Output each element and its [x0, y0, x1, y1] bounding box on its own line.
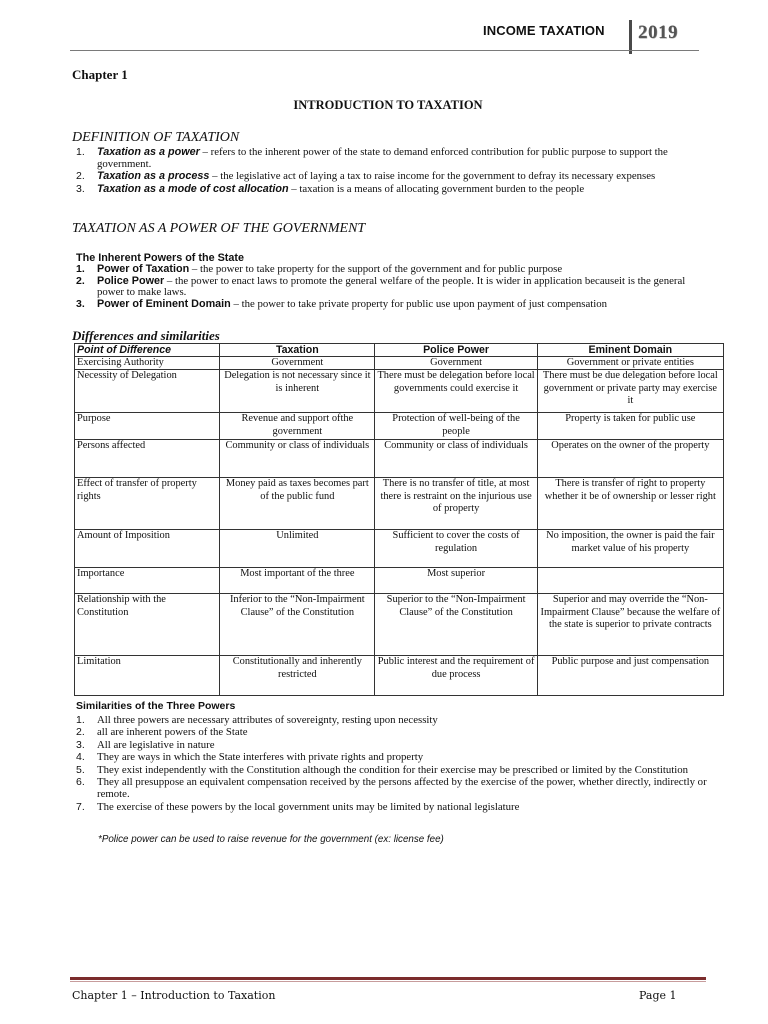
table-cell: Constitutionally and inherently restricted — [220, 656, 375, 696]
table-cell: Public purpose and just compensation — [537, 656, 723, 696]
table-cell: Protection of well-being of the people — [375, 413, 537, 440]
table-cell: Sufficient to cover the costs of regulation — [375, 530, 537, 568]
differences-heading: Differences and similarities — [72, 328, 220, 343]
header-year: 2019 — [638, 22, 678, 43]
item-text: They exist independently with the Constitution although the condition for their exercise may be prescribed or limited by the Constitution — [97, 763, 689, 776]
table-cell: Effect of transfer of property rights — [75, 478, 220, 530]
table-cell: No imposition, the owner is paid the fair market value of his property — [537, 530, 723, 568]
list-item — [72, 764, 712, 776]
item-number: 2. — [76, 170, 85, 183]
table-row — [75, 594, 724, 656]
list-item — [72, 776, 712, 801]
inherent-powers-subheading: The Inherent Powers of the State — [76, 252, 244, 264]
item-number: 4. — [76, 751, 85, 764]
list-item — [72, 714, 712, 726]
table-cell: Necessity of Delegation — [75, 370, 220, 413]
item-text: They are ways in which the State interferes with private rights and property — [97, 751, 424, 764]
table-cell: Delegation is not necessary since it is inherent — [220, 370, 375, 413]
definition-heading: DEFINITION OF TAXATION — [72, 130, 240, 145]
inherent-powers-list — [72, 264, 712, 310]
table-cell: Inferior to the “Non-Impairment Clause” of the Constitution — [220, 594, 375, 656]
item-dash: – — [230, 297, 242, 310]
table-cell: Persons affected — [75, 440, 220, 478]
table-cell: Superior to the “Non-Impairment Clause” of the Constitution — [375, 594, 537, 656]
item-text: the power to take property for the support of the government and for public purpose — [199, 263, 563, 275]
item-text: All are legislative in nature — [97, 738, 215, 751]
item-number: 6. — [76, 776, 85, 789]
table-row — [75, 568, 724, 594]
item-text: They all presuppose an equivalent compensation received by the persons affected by the exercise of the power, whether directly, indirectly or remote. — [97, 776, 707, 801]
item-text: All three powers are necessary attributes of sovereignty, resting upon necessity — [97, 714, 438, 726]
table-cell: Money paid as taxes becomes part of the public fund — [220, 478, 375, 530]
column-header: Eminent Domain — [537, 344, 723, 357]
table-cell: Government — [220, 357, 375, 370]
table-row — [75, 413, 724, 440]
item-number: 3. — [76, 738, 85, 751]
differences-table — [74, 343, 724, 696]
definition-list — [72, 147, 712, 196]
table-row — [75, 370, 724, 413]
table-cell: Relationship with the Constitution — [75, 594, 220, 656]
table-cell: Amount of Imposition — [75, 530, 220, 568]
list-item — [72, 751, 712, 763]
item-text: the power to take private property for public use upon payment of just compensation — [241, 297, 608, 310]
item-term: Taxation as a power — [97, 146, 200, 158]
footer-chapter: Chapter 1 – Introduction to Taxation — [72, 989, 276, 1002]
table-cell: Community or class of individuals — [220, 440, 375, 478]
header-divider — [629, 20, 632, 54]
item-dash: – — [288, 182, 300, 195]
chapter-label: Chapter 1 — [72, 67, 128, 82]
header-title: INCOME TAXATION — [483, 23, 605, 38]
footer-page-number: Page 1 — [639, 989, 677, 1002]
item-text: refers to the inherent power of the state to demand enforced contribution for public purpose to support the government. — [97, 146, 668, 170]
item-number: 3. — [76, 182, 85, 195]
list-item — [72, 801, 712, 813]
table-cell: Revenue and support ofthe government — [220, 413, 375, 440]
item-term: Power of Eminent Domain — [97, 297, 231, 310]
table-row — [75, 440, 724, 478]
table-cell: Exercising Authority — [75, 357, 220, 370]
table-row — [75, 478, 724, 530]
item-text: The exercise of these powers by the local government units may be limited by national legislature — [97, 800, 520, 813]
table-cell: There must be due delegation before local government or private party may exercise it — [537, 370, 723, 413]
item-number: 2. — [76, 274, 85, 287]
header-rule — [70, 50, 699, 51]
item-dash: – — [164, 274, 176, 287]
item-number: 5. — [76, 763, 85, 776]
list-item — [72, 299, 712, 311]
item-dash: – — [199, 146, 211, 158]
table-cell: Limitation — [75, 656, 220, 696]
table-cell: Government or private entities — [537, 357, 723, 370]
item-number: 1. — [76, 714, 85, 726]
item-number: 1. — [76, 263, 85, 275]
table-cell: Importance — [75, 568, 220, 594]
list-item — [72, 739, 712, 751]
table-cell: Superior and may override the “Non-Impairment Clause” because the welfare of the state is superior to private contracts — [537, 594, 723, 656]
item-number: 3. — [76, 297, 85, 310]
list-item — [72, 171, 712, 183]
table-header-row — [75, 344, 724, 357]
footer-rule-thin — [70, 981, 706, 982]
item-term: Taxation as a process — [97, 170, 210, 183]
item-number: 2. — [76, 726, 85, 739]
item-text: the power to enact laws to promote the general welfare of the people. It is wider in application becauseit is the general power to make laws. — [97, 274, 686, 299]
table-row — [75, 530, 724, 568]
item-term: Power of Taxation — [97, 263, 190, 275]
table-cell: There is transfer of right to property whether it be of ownership or lesser right — [537, 478, 723, 530]
item-term: Police Power — [97, 274, 165, 287]
item-text: taxation is a means of allocating government burden to the people — [299, 182, 585, 195]
table-cell: Purpose — [75, 413, 220, 440]
footer-rule — [70, 977, 706, 980]
table-row — [75, 656, 724, 696]
police-power-note: *Police power can be used to raise revenue for the government (ex: license fee) — [98, 834, 444, 845]
column-header: Point of Difference — [75, 344, 220, 357]
table-cell: Operates on the owner of the property — [537, 440, 723, 478]
table-row — [75, 357, 724, 370]
column-header: Police Power — [375, 344, 537, 357]
item-dash: – — [209, 170, 221, 183]
list-item — [72, 147, 712, 170]
table-cell: Public interest and the requirement of due process — [375, 656, 537, 696]
list-item — [72, 276, 712, 299]
similarities-heading: Similarities of the Three Powers — [76, 700, 236, 712]
page-title: INTRODUCTION TO TAXATION — [293, 98, 483, 112]
table-cell: Most important of the three — [220, 568, 375, 594]
list-item — [72, 726, 712, 738]
table-cell: Most superior — [375, 568, 537, 594]
table-cell — [537, 568, 723, 594]
table-cell: Property is taken for public use — [537, 413, 723, 440]
table-cell: There is no transfer of title, at most there is restraint on the injurious use of property — [375, 478, 537, 530]
table-cell: Unlimited — [220, 530, 375, 568]
item-text: the legislative act of laying a tax to raise income for the government to defray its necessary expenses — [220, 170, 656, 183]
table-cell: Community or class of individuals — [375, 440, 537, 478]
item-text: all are inherent powers of the State — [97, 726, 248, 739]
item-dash: – — [189, 263, 200, 275]
table-cell: Government — [375, 357, 537, 370]
item-term: Taxation as a mode of cost allocation — [97, 182, 289, 195]
similarities-list — [72, 714, 712, 813]
column-header: Taxation — [220, 344, 375, 357]
item-number: 1. — [76, 146, 85, 158]
list-item — [72, 184, 712, 196]
table-cell: There must be delegation before local governments could exercise it — [375, 370, 537, 413]
power-heading: TAXATION AS A POWER OF THE GOVERNMENT — [72, 221, 366, 236]
item-number: 7. — [76, 800, 85, 813]
